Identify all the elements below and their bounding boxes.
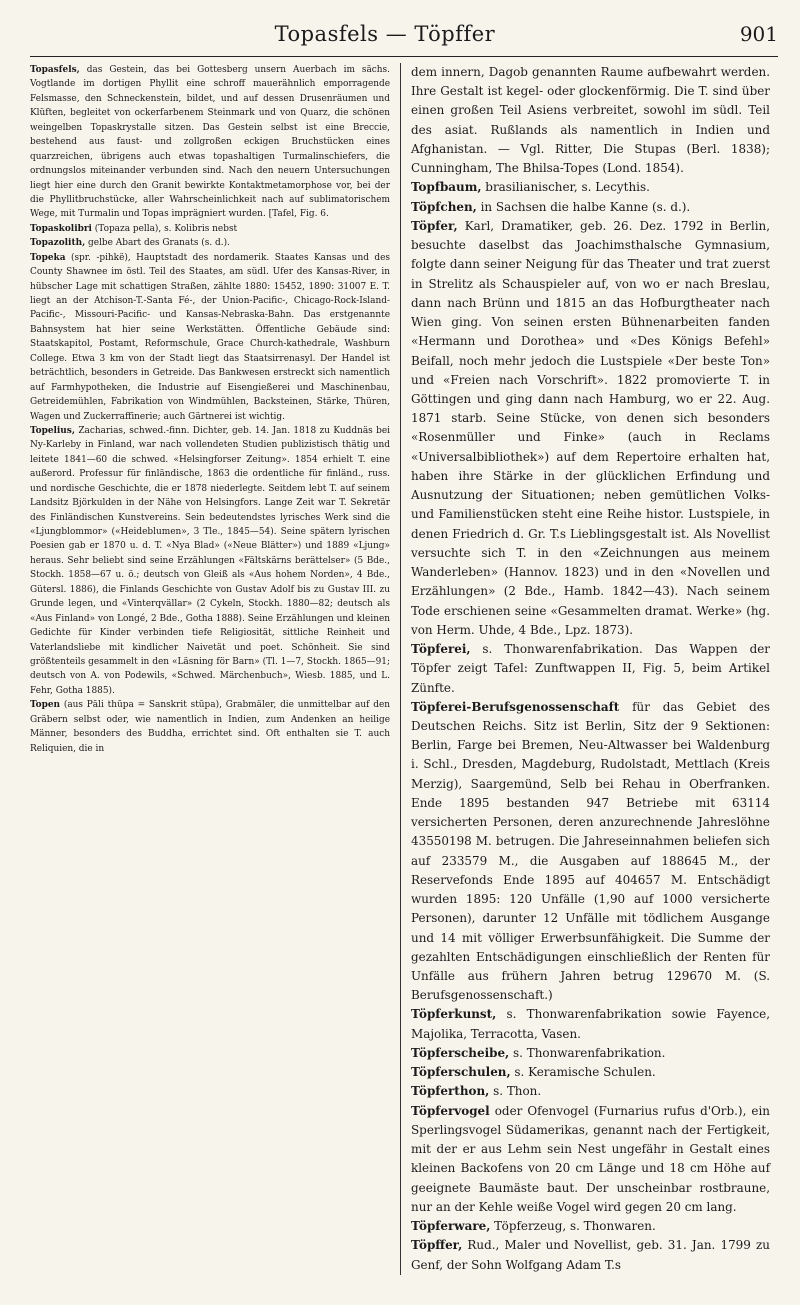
entry-headword: Töpfervogel	[411, 1103, 490, 1118]
dictionary-entry	[30, 698, 390, 756]
entry-headword: Töpferthon,	[411, 1084, 490, 1099]
dictionary-entry	[411, 1217, 770, 1236]
entry-headword: Töpferei-Berufsgenossenschaft	[411, 699, 620, 714]
dictionary-entry	[30, 251, 390, 424]
entry-text: Zacharias, schwed.-finn. Dichter, geb. 14. Jan. 1818 zu Kuddnäs bei Ny-Karleby in Finland, war nach vollendeten Studien publizistisch thätig und leitete 1841—60 die schwed. «Helsingforser Zeitung». 1854 erhielt T. eine außerord. Professur für finländische, 1863 die ordentliche für finländ., russ. und nordische Geschichte, die er 1878 niederlegte. Seitdem lebt T. auf seinem Landsitz Björkulden in der Nähe von Helsingfors. Lange Zeit war T. Sekretär des Finländischen Kunstvereins. Sein bedeutendstes lyrisches Werk sind die «Ljungblommor» («Heideblumen», 3 Tle., 1845—54). Seine spätern lyrischen Poesien gab er 1870 u. d. T. «Nya Blad» («Neue Blätter») und 1889 «Ljung» heraus. Sehr beliebt sind seine Erzählungen «Fältskärns berättelser» (5 Bde., Stockh. 1858—67 u. ö.; deutsch von Gleiß als «Aus hohem Norden», 4 Bde., Gütersl. 1886), die Finlands Geschichte von Gustav Adolf bis zu Gustav III. zu Grunde legen, und «Vinterqvällar» (2 Cykeln, Stockh. 1880—82; deutsch als «Aus Finland» von Longé, 2 Bde., Gotha 1888). Seine Erzählungen und kleinen Gedichte für Kinder verbinden tiefe Religiosität, sittliche Reinheit und Vaterlandsliebe mit kindlicher Naivetät und poet. Schönheit. Sie sind größtenteils gesammelt in den «Läsning för Barn» (Tl. 1—7, Stockh. 1865—91; deutsch von A. von Podewils, «Schwed. Märchenbuch», Wiesb. 1885, und L. Fehr, Gotha 1885).	[30, 425, 390, 696]
page-number: 901	[739, 22, 778, 46]
dictionary-entry	[411, 217, 770, 640]
entry-headword: Topfbaum,	[411, 180, 482, 195]
entry-headword: Topaskolibri	[30, 223, 92, 234]
dictionary-entry	[411, 1044, 770, 1063]
entry-text: dem innern, Dagob genannten Raume aufbewahrt werden. Ihre Gestalt ist kegel- oder glockenförmig. Die T. sind über einen großen Teil Asiens verbreitet, sowohl im südl. Teil des asiat. Rußlands als namentlich in Indien und Afghanistan. — Vgl. Ritter, Die Stupas (Berl. 1838); Cunningham, The Bhilsa-Topes (Lond. 1854).	[411, 65, 770, 176]
entry-text: (Topaza pella), s. Kolibris nebst	[91, 223, 238, 234]
entry-text: s. Keramische Schulen.	[510, 1065, 656, 1080]
dictionary-entry	[411, 63, 770, 178]
entry-headword: Töpferei,	[411, 642, 471, 657]
entry-headword: Töpferscheibe,	[411, 1045, 510, 1060]
entry-text: oder Ofenvogel (Furnarius rufus d'Orb.), ein Sperlingsvogel Südamerikas, genannt nach der Fertigkeit, mit der er aus Lehm sein Nest ungefähr in Gestalt eines kleinen Backofens von 20 cm Länge und 18 cm Höhe auf geeignete Baumäste baut. Der unscheinbar rostbraune, nur an der Kehle weiße Vogel wird gegen 20 cm lang.	[411, 1103, 770, 1214]
entry-text: Töpferzeug, s. Thonwaren.	[490, 1219, 656, 1234]
entry-headword: Topazolith,	[30, 238, 86, 249]
dictionary-entry	[411, 1063, 770, 1082]
entry-headword: Töpfer,	[411, 218, 458, 233]
dictionary-entry	[411, 1082, 770, 1101]
entry-text: s. Thon.	[489, 1084, 542, 1099]
dictionary-entry	[30, 236, 390, 250]
entry-headword: Topasfels,	[30, 65, 80, 75]
text-columns	[30, 63, 778, 1275]
entry-headword: Töpfchen,	[411, 199, 477, 214]
entry-text: s. Thonwarenfabrikation sowie Fayence, Majolika, Terracotta, Vasen.	[411, 1007, 770, 1041]
dictionary-entry	[411, 1236, 770, 1274]
dictionary-entry	[30, 222, 390, 236]
entry-text: für das Gebiet des Deutschen Reichs. Sitz ist Berlin, Sitz der 9 Sektionen: Berlin, Farge bei Bremen, Neu-Altwasser bei Waldenburg i. Schl., Dresden, Magdeburg, Rudolstadt, Mettlach (Kreis Merzig), Saargemünd, Selb bei Rehau in Oberfranken. Ende 1895 bestanden 947 Betriebe mit 63114 versicherten Personen, deren anzurechnende Jahreslöhne 43550198 M. betrugen. Die Jahreseinnahmen beliefen sich auf 233579 M., die Ausgaben auf 188645 M., der Reservefonds Ende 1895 auf 404657 M. Entschädigt wurden 1895: 120 Unfälle (1,90 auf 1000 versicherte Personen), darunter 12 Unfälle mit tödlichem Ausgange und 14 mit völliger Erwerbsunfähigkeit. Die Summe der gezahlten Entschädigungen einschließlich der Renten für Unfälle aus frühern Jahren betrug 129670 M. (S. Berufsgenossenschaft.)	[411, 699, 770, 1003]
entry-text: in Sachsen die halbe Kanne (s. d.).	[476, 199, 691, 214]
entry-headword: Töpffer,	[411, 1238, 463, 1253]
dictionary-entry	[30, 424, 390, 698]
entry-headword: Topen	[30, 700, 61, 711]
dictionary-entry	[411, 1102, 770, 1217]
entry-headword: Töpferschulen,	[411, 1065, 511, 1080]
entry-headword: Topeka	[30, 252, 66, 263]
dictionary-entry	[411, 698, 770, 1006]
dictionary-entry	[411, 640, 770, 698]
entry-text: das Gestein, das bei Gottesberg unsern Auerbach im sächs. Vogtlande im dortigen Phyllit eine schroff mauerähnlich emporragende Felsmasse, den Schneckenstein, bildet, und auf dessen Drusenräumen und Klüften, begleitet von ockerfarbenem Steinmark und von Quarz, die schönen weingelben Topaskrystalle sitzen. Das Gestein selbst ist eine Breccie, bestehend aus faust- und zollgroßen eckigen Bruchstücken eines quarzreichen, übrigens auch etwas topashaltigen Turmalinschiefers, die ordnungslos miteinander verbunden sind. Nach den neuern Untersuchungen liegt hier eine durch den Granit bewirkte Kontaktmetamorphose vor, bei der die Phyllitbruchstücke, aller Wahrscheinlichkeit nach auf sublimatorischem Wege, mit Turmalin und Topas imprägniert wurden. [Tafel, Fig. 6.	[30, 65, 390, 220]
entry-text: Karl, Dramatiker, geb. 26. Dez. 1792 in Berlin, besuchte daselbst das Joachimsthalsche Gymnasium, folgte dann seiner Neigung für das Theater und trat zuerst in Strelitz als Schauspieler auf, von wo er nach Breslau, dann nach Brünn und 1815 an das Hofburgtheater nach Wien ging. Von seinen ersten Bühnenarbeiten fanden «Hermann und Dorothea» und «Des Königs Befehl» Beifall, noch mehr jedoch die Lustspiele «Der beste Ton» und «Freien nach Vorschrift». 1822 promovierte T. in Göttingen und ging dann nach Hamburg, wo er 22. Aug. 1871 starb. Seine Stücke, von denen sich besonders «Rosenmüller und Finke» (auch in Reclams «Universalbibliothek») auf dem Repertoire erhalten hat, haben ihre Stärke in der glücklichen Erfindung und Ausnutzung der Situationen; neben gemütlichen Volks- und Familienstücken steht eine Reihe histor. Lustspiele, in denen Friedrich d. Gr. T.s Lieblingsgestalt ist. Als Novellist versuchte sich T. in den «Zeichnungen aus meinem Wanderleben» (Hannov. 1823) und in den «Novellen und Erzählungen» (2 Bde., Hamb. 1842—43). Nach seinem Tode erschienen seine «Gesammelten dramat. Werke» (hg. von Herm. Uhde, 4 Bde., Lpz. 1873).	[411, 218, 770, 637]
entry-text: s. Thonwarenfabrikation. Das Wappen der Töpfer zeigt Tafel: Zunftwappen II, Fig. 5, beim Artikel Zünfte.	[411, 642, 770, 695]
entry-headword: Töpferkunst,	[411, 1007, 497, 1022]
entry-text: gelbe Abart des Granats (s. d.).	[85, 238, 230, 249]
right-column	[400, 63, 770, 1275]
entry-text: brasilianischer, s. Lecythis.	[481, 180, 650, 195]
entry-text: s. Thonwarenfabrikation.	[509, 1045, 666, 1060]
dictionary-entry	[30, 63, 390, 222]
entry-headword: Töpferware,	[411, 1219, 491, 1234]
page-header	[30, 12, 778, 57]
entry-text: (spr. -pihkë), Hauptstadt des nordamerik. Staates Kansas und des County Shawnee im östl. Teil des Staates, am südl. Ufer des Kansas-River, in hübscher Lage mit schattigen Straßen, zählte 1880: 15452, 1890: 31007 E. T. liegt an der Atchison-T.-Santa Fé-, der Union-Pacific-, Chicago-Rock-Island-Pacific-, Missouri-Pacific- und Kansas-Nebraska-Bahn. Das erstgenannte Bahnsystem hat hier seine Werkstätten. Öffentliche Gebäude sind: Staatskapitol, Postamt, Reformschule, Grace Church-kathedrale, Washburn College. Etwa 3 km von der Stadt liegt das Staatsirrenasyl. Der Handel ist beträchtlich, besonders in Getreide. Das Bankwesen erstreckt sich namentlich auf Farmhypotheken, die Industrie auf Eisengießerei und Maschinenbau, Getreidemühlen, Fabrikation von Windmühlen, Backsteinen, Stärke, Thüren, Wagen und Zuckerraffinerie; auch Gärtnerei ist wichtig.	[30, 252, 390, 422]
dictionary-entry	[411, 198, 770, 217]
entry-headword: Topelius,	[30, 425, 75, 436]
left-column	[30, 63, 400, 1275]
dictionary-entry	[411, 1005, 770, 1043]
running-title: Topasfels — Töpffer	[274, 22, 496, 46]
entry-text: Rud., Maler und Novellist, geb. 31. Jan. 1799 zu Genf, der Sohn Wolfgang Adam T.s	[411, 1238, 770, 1272]
dictionary-entry	[411, 178, 770, 197]
entry-text: (aus Pāli thūpa = Sanskrit stūpa), Grabmäler, die unmittelbar auf den Gräbern selbst oder, wie namentlich in Indien, zum Andenken an heilige Männer, besonders des Buddha, errichtet sind. Oft enthalten sie T. auch Reliquien, die in	[30, 700, 390, 754]
